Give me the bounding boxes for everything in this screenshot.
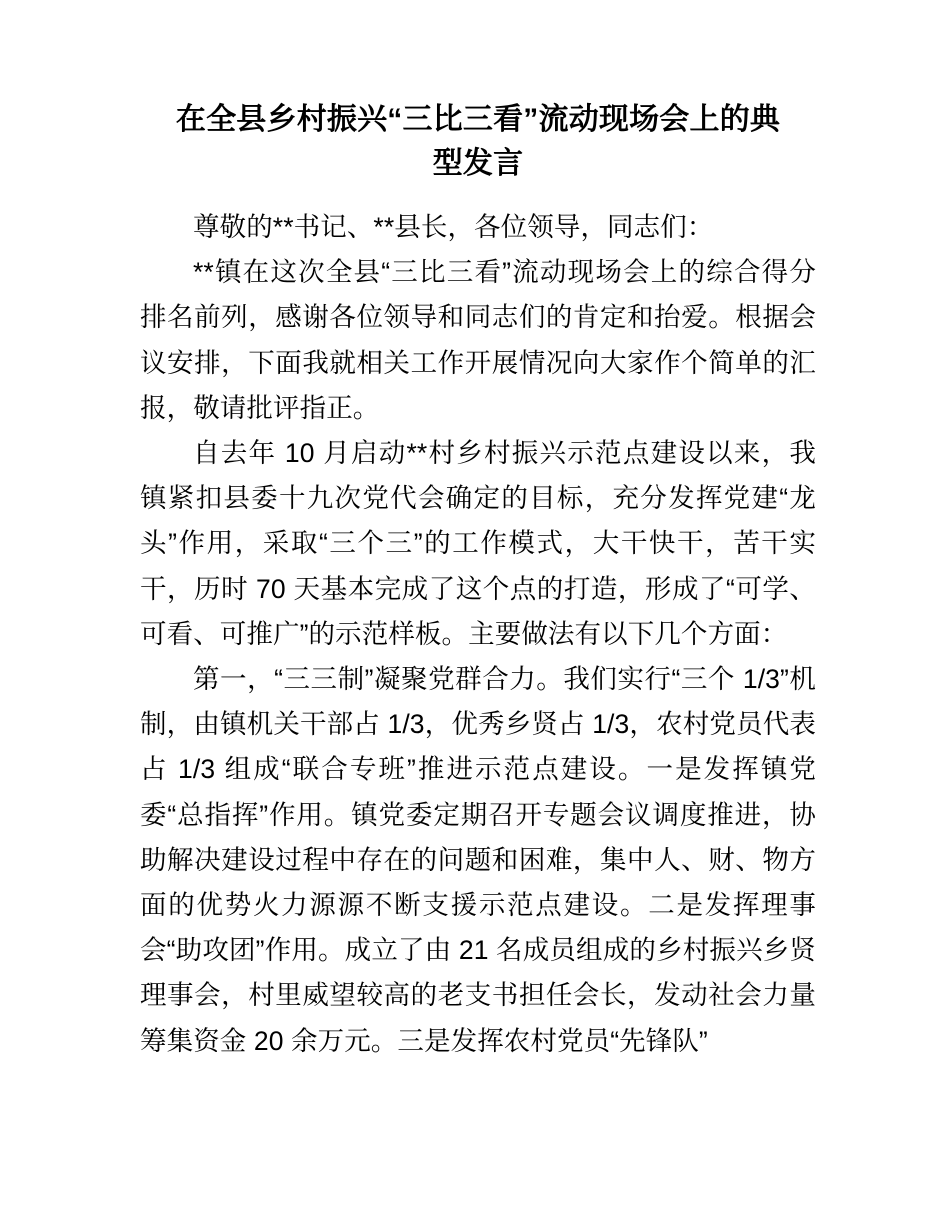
paragraph-point-one: 第一，“三三制”凝聚党群合力。我们实行“三个 1/3”机制，由镇机关干部占 1/3，优秀乡贤占 1/3，农村党员代表占 1/3 组成“联合专班”推进示范点建设。一是发挥镇党委“总指挥”作用。镇党委定期召开专题会议调度推进，协助解决建设过程中存在的问题和困难，集中人、财、物方面的优势火力源源不断支援示范点建设。二是发挥理事会“助攻团”作用。成立了由 21 名成员组成的乡村振兴乡贤理事会，村里威望较高的老支书担任会长，发动社会力量筹集资金 20 余万元。三是发挥农村党员“先锋队” xyxy=(140,664,816,1056)
page-title-line-1: 在全县乡村振兴“三比三看”流动现场会上的典 xyxy=(175,103,781,136)
page-title xyxy=(140,98,816,186)
paragraph-intro: **镇在这次全县“三比三看”流动现场会上的综合得分排名前列，感谢各位领导和同志们的肯定和抬爱。根据会议安排，下面我就相关工作开展情况向大家作个简单的汇报，敬请批评指正。 xyxy=(140,257,816,423)
paragraph-salutation: 尊敬的**书记、**县长，各位领导，同志们： xyxy=(193,212,714,242)
paragraph-background: 自去年 10 月启动**村乡村振兴示范点建设以来，我镇紧扣县委十九次党代会确定的目标，充分发挥党建“龙头”作用，采取“三个三”的工作模式，大干快干，苦干实干，历时 70 天基本完成了这个点的打造，形成了“可学、可看、可推广”的示范样板。主要做法有以下几个方面： xyxy=(140,438,816,649)
document-body xyxy=(140,205,816,1064)
page-title-line-2: 型发言 xyxy=(432,147,524,180)
